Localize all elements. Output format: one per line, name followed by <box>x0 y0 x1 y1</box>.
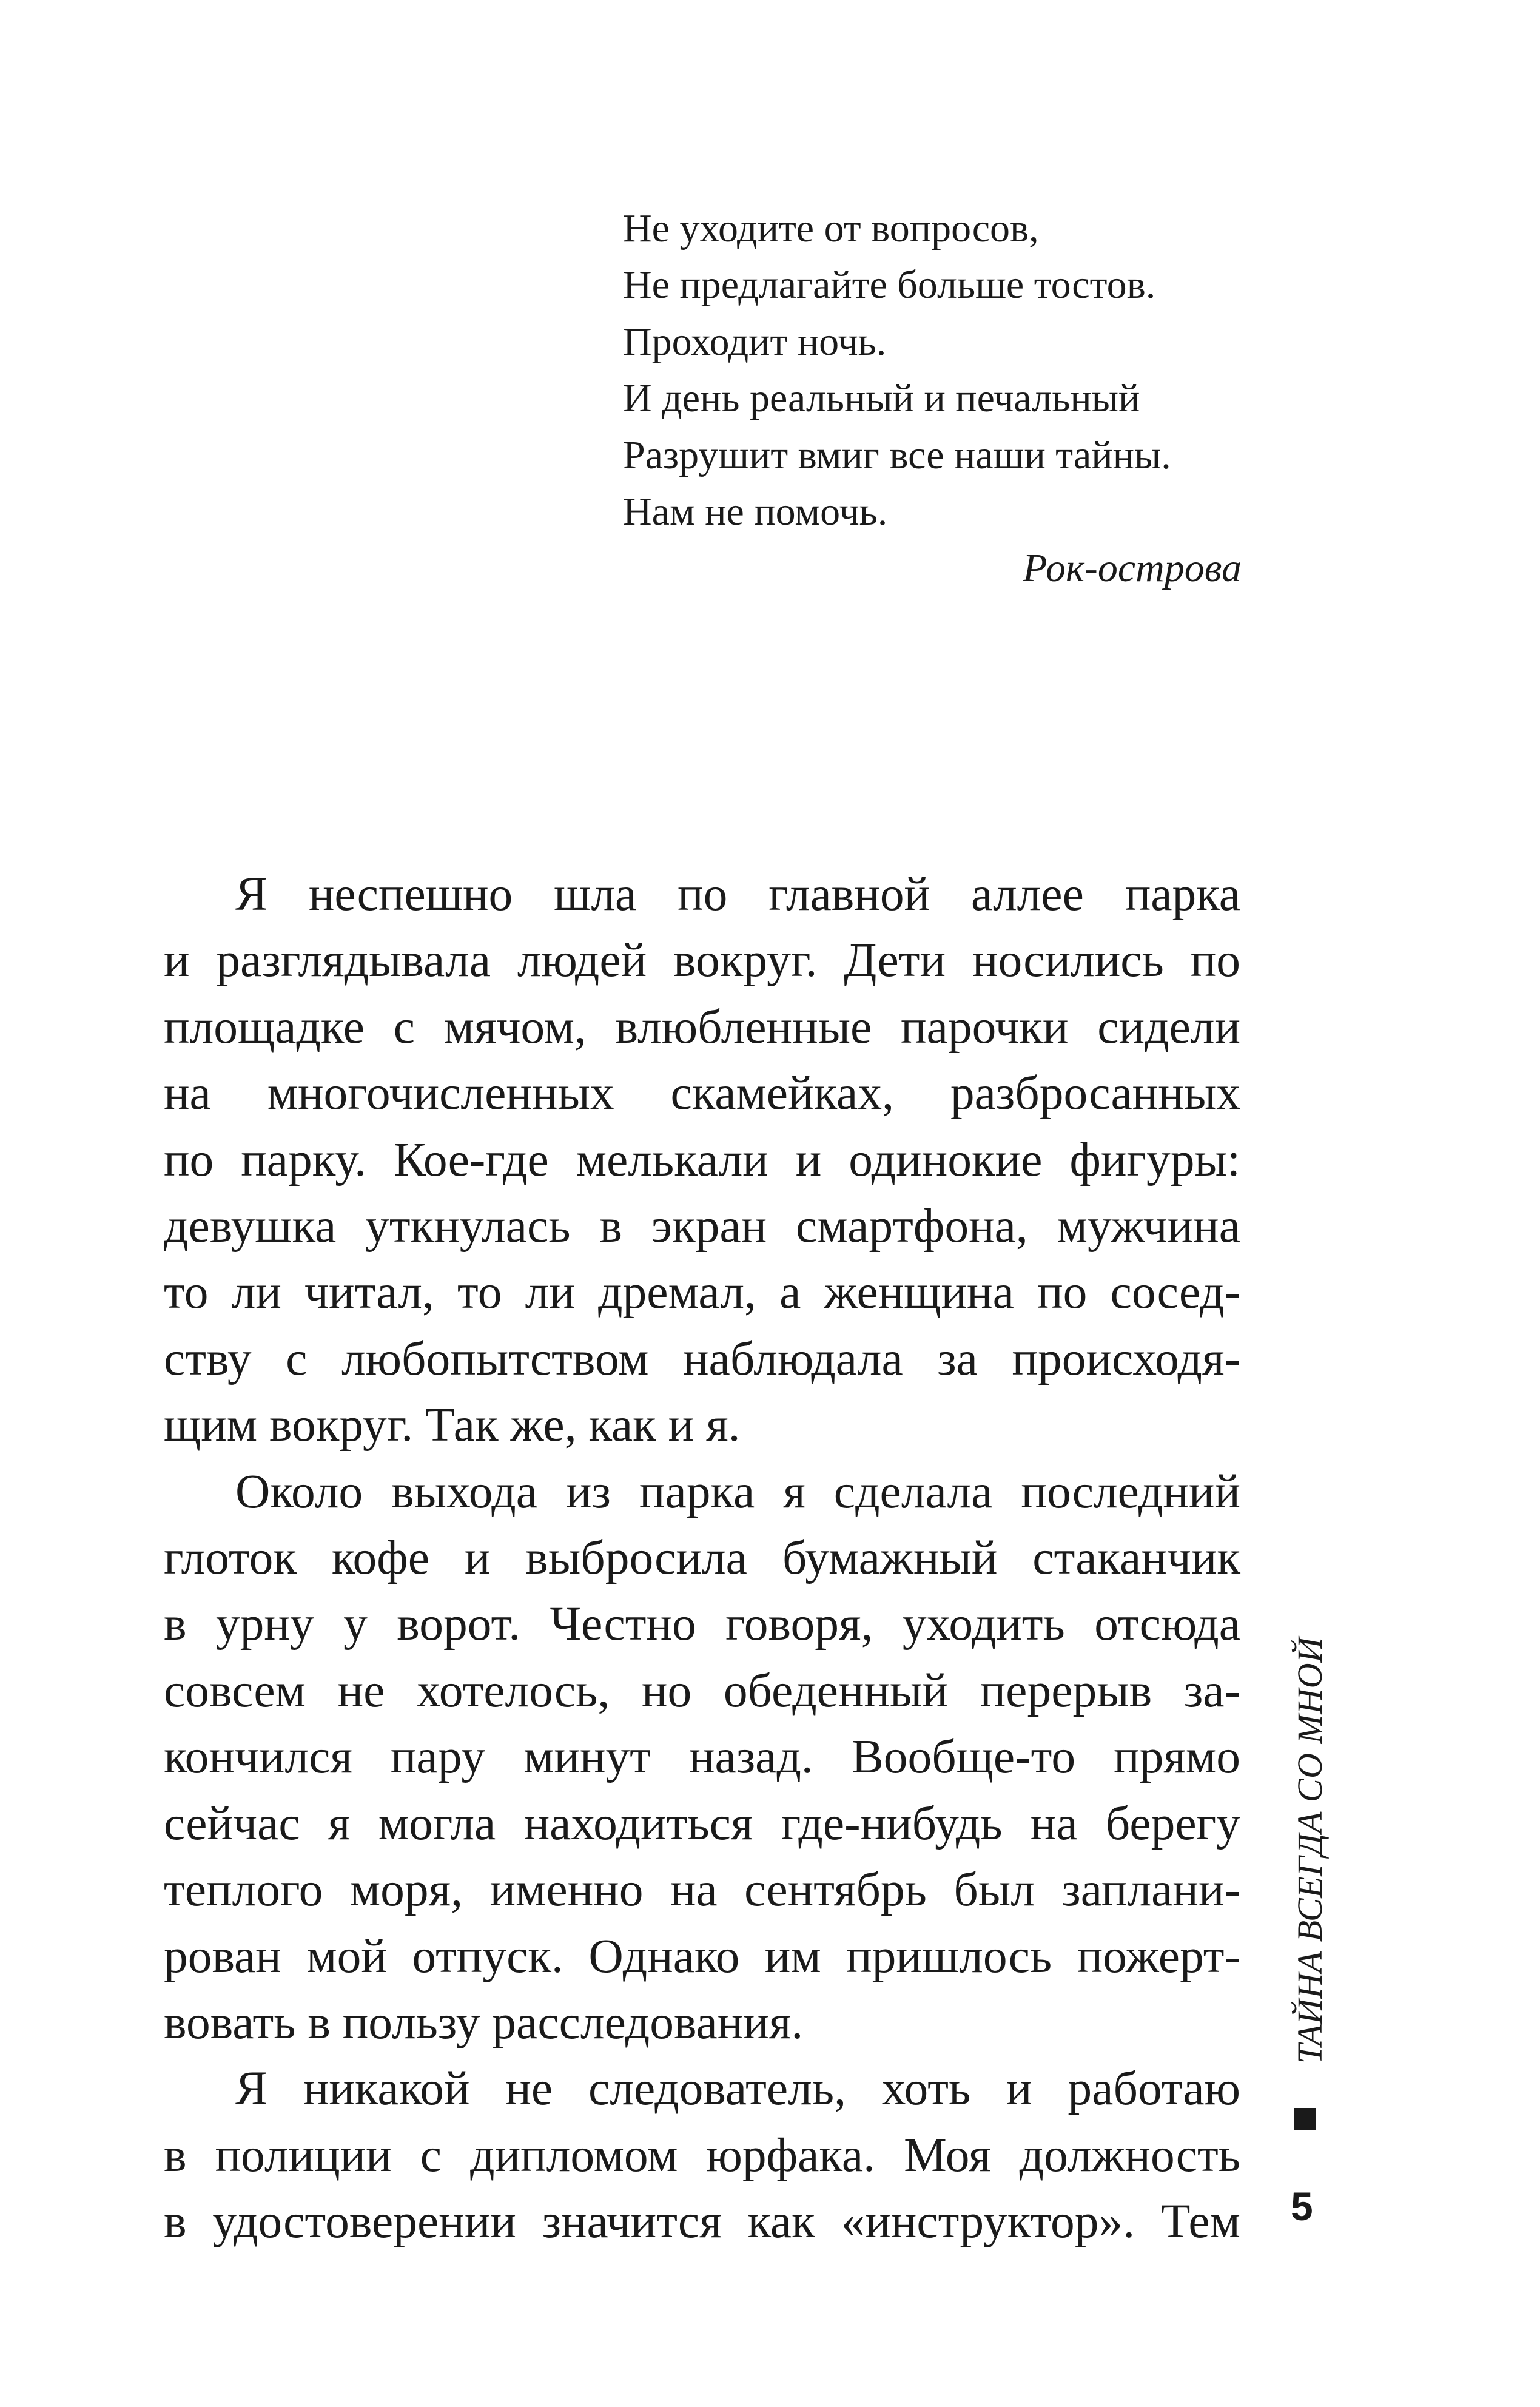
paragraph-line: в полиции с дипломом юрфака. Моя должность <box>164 2128 1240 2182</box>
paragraph-line: ству с любопытством наблюдала за происходя- <box>164 1331 1240 1385</box>
paragraph-line: щим вокруг. Так же, как и я. <box>164 1398 741 1452</box>
epigraph-line: И день реальный и печальный <box>623 376 1140 421</box>
epigraph-source: Рок-острова <box>1023 546 1242 591</box>
epigraph <box>623 200 1242 597</box>
square-marker-icon <box>1294 2108 1316 2130</box>
paragraph-line: совсем не хотелось, но обеденный перерыв за- <box>164 1663 1240 1717</box>
paragraph-line: Я никакой не следователь, хоть и работаю <box>235 2062 1240 2116</box>
paragraph-line: то ли читал, то ли дремал, а женщина по сосед- <box>164 1265 1240 1319</box>
running-title: ТАЙНА ВСЕГДА СО МНОЙ <box>1290 1637 1330 2064</box>
paragraph-line: в удостоверении значится как «инструктор». Тем <box>164 2195 1240 2249</box>
paragraph-line: теплого моря, именно на сентябрь был заплани- <box>164 1863 1240 1917</box>
paragraph-line: и разглядывала людей вокруг. Дети носились по <box>164 934 1240 988</box>
paragraph-line: кончился пару минут назад. Вообще-то прямо <box>164 1730 1240 1784</box>
paragraph-line: Я неспешно шла по главной аллее парка <box>235 867 1240 921</box>
paragraph-line: площадке с мячом, влюбленные парочки сидели <box>164 1000 1240 1054</box>
paragraph-line: на многочисленных скамейках, разбросанных <box>164 1066 1240 1120</box>
paragraph-line: девушка уткнулась в экран смартфона, мужчина <box>164 1199 1240 1253</box>
epigraph-line: Нам не помочь. <box>623 490 888 534</box>
paragraph-line: вовать в пользу расследования. <box>164 1995 804 2049</box>
paragraph-line: по парку. Кое-где мелькали и одинокие фигуры: <box>164 1133 1240 1187</box>
page-number: 5 <box>1291 2184 1313 2229</box>
paragraph-line: глоток кофе и выбросила бумажный стаканчик <box>164 1531 1240 1585</box>
paragraph-line: сейчас я могла находиться где-нибудь на берегу <box>164 1796 1240 1850</box>
epigraph-line: Разрушит вмиг все наши тайны. <box>623 433 1171 477</box>
paragraph-line: рован мой отпуск. Однако им пришлось пожерт- <box>164 1929 1240 1983</box>
epigraph-line: Не предлагайте больше тостов. <box>623 263 1156 308</box>
epigraph-line: Не уходите от вопросов, <box>623 206 1039 251</box>
paragraph-line: Около выхода из парка я сделала последний <box>235 1464 1240 1518</box>
epigraph-line: Проходит ночь. <box>623 319 887 364</box>
body-text <box>164 861 1240 2255</box>
paragraph-line: в урну у ворот. Честно говоря, уходить отсюда <box>164 1597 1240 1651</box>
